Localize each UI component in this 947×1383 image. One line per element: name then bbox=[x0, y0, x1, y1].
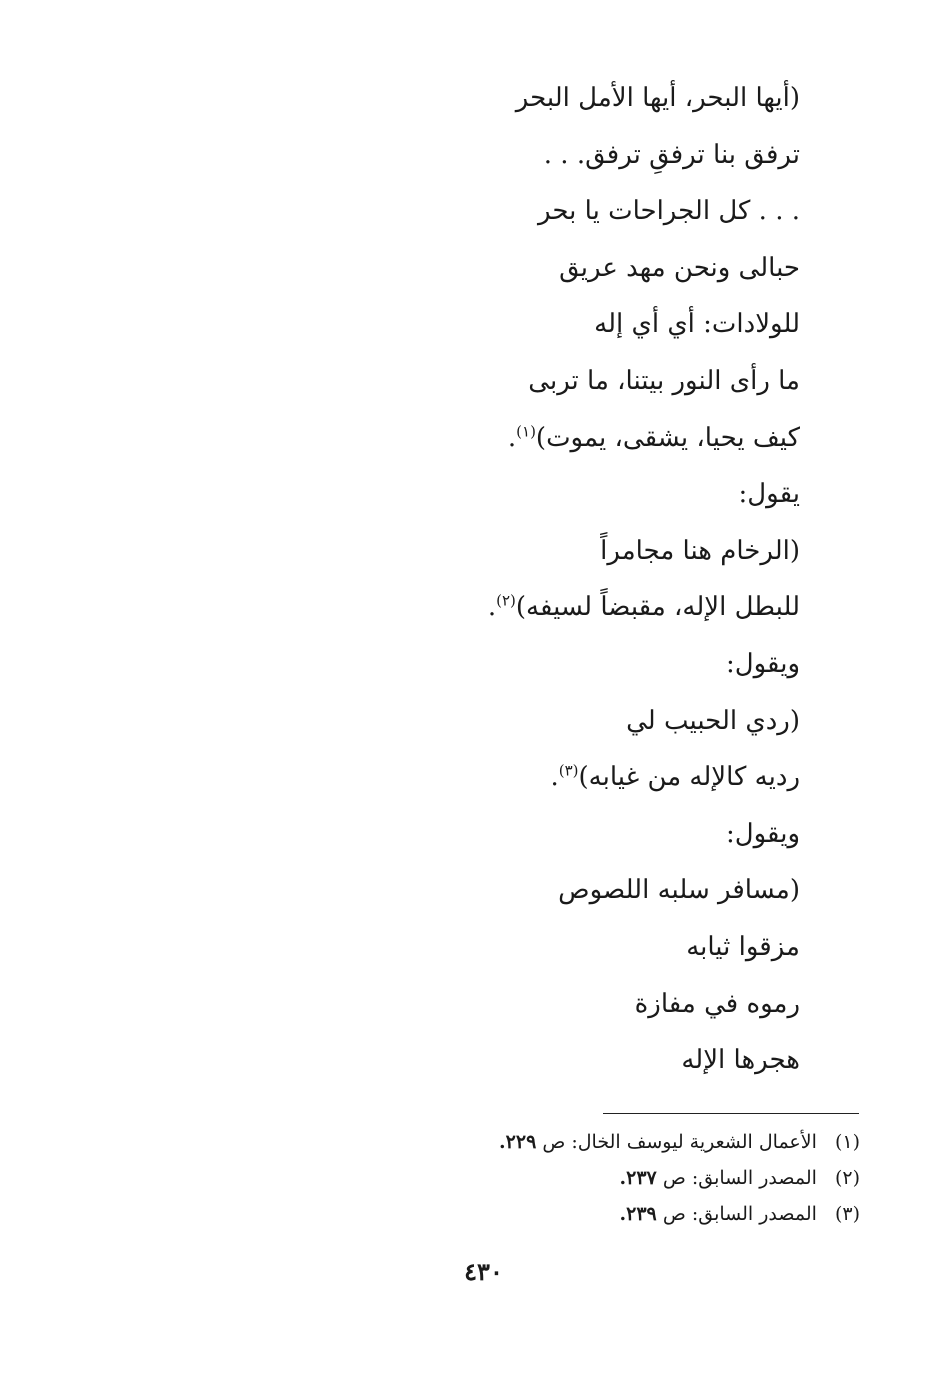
footnotes bbox=[340, 1124, 860, 1232]
poem-line: رموه في مفازة bbox=[634, 988, 800, 1019]
poem-line: (أيها البحر، أيها الأمل البحر bbox=[515, 83, 800, 113]
footnote-number: (١) bbox=[834, 1131, 860, 1153]
page-number bbox=[0, 1257, 947, 1286]
footnote-number: (٣) bbox=[834, 1203, 860, 1225]
footnote-item bbox=[340, 1196, 860, 1232]
footnote-page: ٢٣٩. bbox=[619, 1203, 657, 1225]
footnote-divider bbox=[603, 1113, 859, 1114]
poem-line: يقول: bbox=[738, 479, 800, 510]
page-number-text: ٤٣٠ bbox=[464, 1257, 503, 1286]
footnote-page: ٢٢٩. bbox=[499, 1131, 537, 1153]
poem-block bbox=[380, 70, 800, 1089]
poem-line: كيف يحيا، يشقى، يموت)$^{(١)}$. bbox=[507, 421, 800, 453]
poem-line: رديه كالإله من غيابه)$^{(٣)}$. bbox=[550, 761, 800, 793]
poem-line: ترفق بنا ترفقِ ترفق. . . bbox=[543, 139, 800, 170]
poem-line: (مسافر سلبه اللصوص bbox=[558, 875, 800, 906]
footnote-item bbox=[340, 1124, 860, 1160]
poem-line: للولادات: أي أي إله bbox=[594, 309, 800, 340]
footnote-item bbox=[340, 1160, 860, 1196]
footnote-text: الأعمال الشعرية ليوسف الخال: ص bbox=[542, 1131, 817, 1153]
poem-line: للبطل الإله، مقبضاً لسيفه)$^{(٢)}$. bbox=[487, 591, 800, 623]
poem-line: مزقوا ثيابه bbox=[686, 931, 800, 962]
footnote-page: ٢٣٧. bbox=[619, 1167, 657, 1189]
footnote-text: المصدر السابق: ص bbox=[662, 1167, 817, 1189]
poem-line: ويقول: bbox=[725, 818, 800, 849]
poem-line: . . . كل الجراحات يا بحر bbox=[538, 196, 800, 227]
poem-line: (ردي الحبيب لي bbox=[626, 705, 800, 736]
footnote-ref: (٢) bbox=[496, 591, 516, 610]
poem-line: ما رأى النور بيتنا، ما تربى bbox=[528, 365, 800, 396]
poem-line: ويقول: bbox=[725, 648, 800, 679]
footnote-ref: (١) bbox=[516, 421, 536, 440]
footnote-ref: (٣) bbox=[558, 761, 579, 780]
footnote-number: (٢) bbox=[834, 1167, 860, 1189]
poem-line: حبالى ونحن مهد عريق bbox=[559, 252, 800, 283]
poem-line: (الرخام هنا مجامراً bbox=[600, 535, 800, 566]
footnote-text: المصدر السابق: ص bbox=[662, 1203, 817, 1225]
poem-line: هجرها الإله bbox=[681, 1045, 800, 1076]
